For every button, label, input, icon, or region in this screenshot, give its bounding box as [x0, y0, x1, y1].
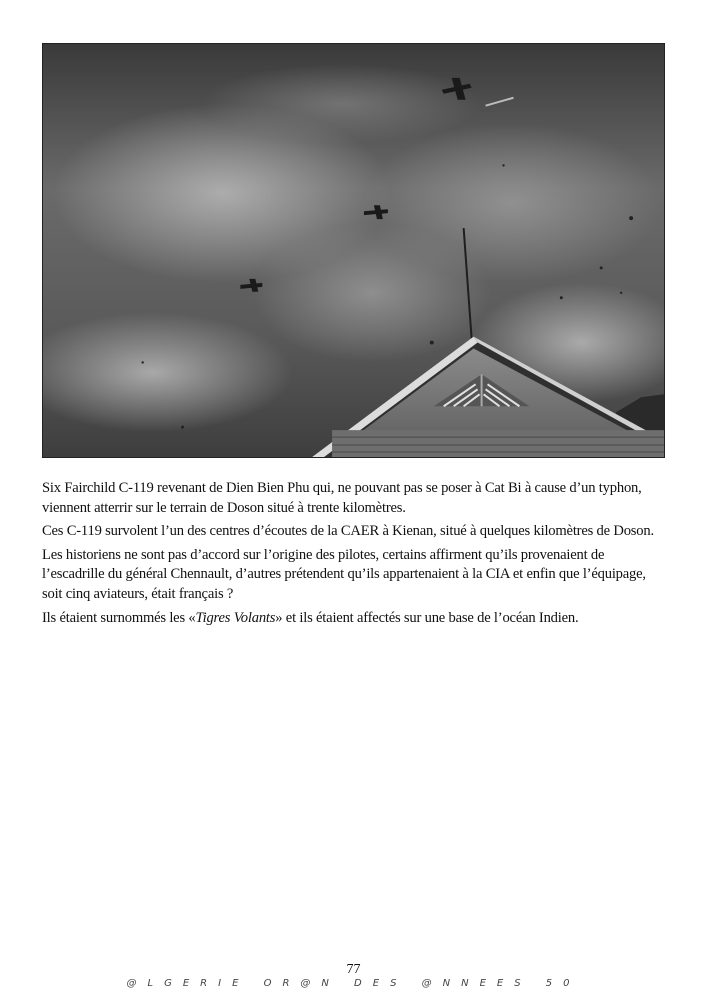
caption-p4-before: Ils étaient surnommés les « — [42, 609, 196, 626]
page-number: 77 — [346, 962, 361, 977]
footer-title: @LGERIE OR@N DES @NNEES 50 — [126, 978, 581, 989]
caption-paragraph-4 — [42, 609, 667, 629]
caption-paragraph-2: Ces C-119 survolent l’un des centres d’écoutes de la CAER à Kienan, situé à quelques kilomètres de Doson. — [42, 523, 654, 540]
caption-p4-italic: Tigres Volants — [195, 609, 276, 626]
photo-image — [43, 44, 664, 457]
photo-caption — [42, 479, 667, 632]
caption-p4-after: » et ils étaient affectés sur une base de l’océan Indien. — [275, 609, 579, 626]
caption-paragraph-1: Six Fairchild C-119 revenant de Dien Bien Phu qui, ne pouvant pas se poser à Cat Bi à cause d’un typhon, viennent atterrir sur le terrain de Doson situé à trente kilomètres. — [42, 480, 642, 516]
photo-planes-over-roof — [42, 43, 665, 458]
caption-paragraph-3: Les historiens ne sont pas d’accord sur l’origine des pilotes, certains affirment qu’ils provenaient de l’escadrille du général Chennault, d’autres prétendent qu’ils appartenaient à la CIA et enfin que l’équipage, soit cinq aviateurs, était français ? — [42, 546, 646, 602]
